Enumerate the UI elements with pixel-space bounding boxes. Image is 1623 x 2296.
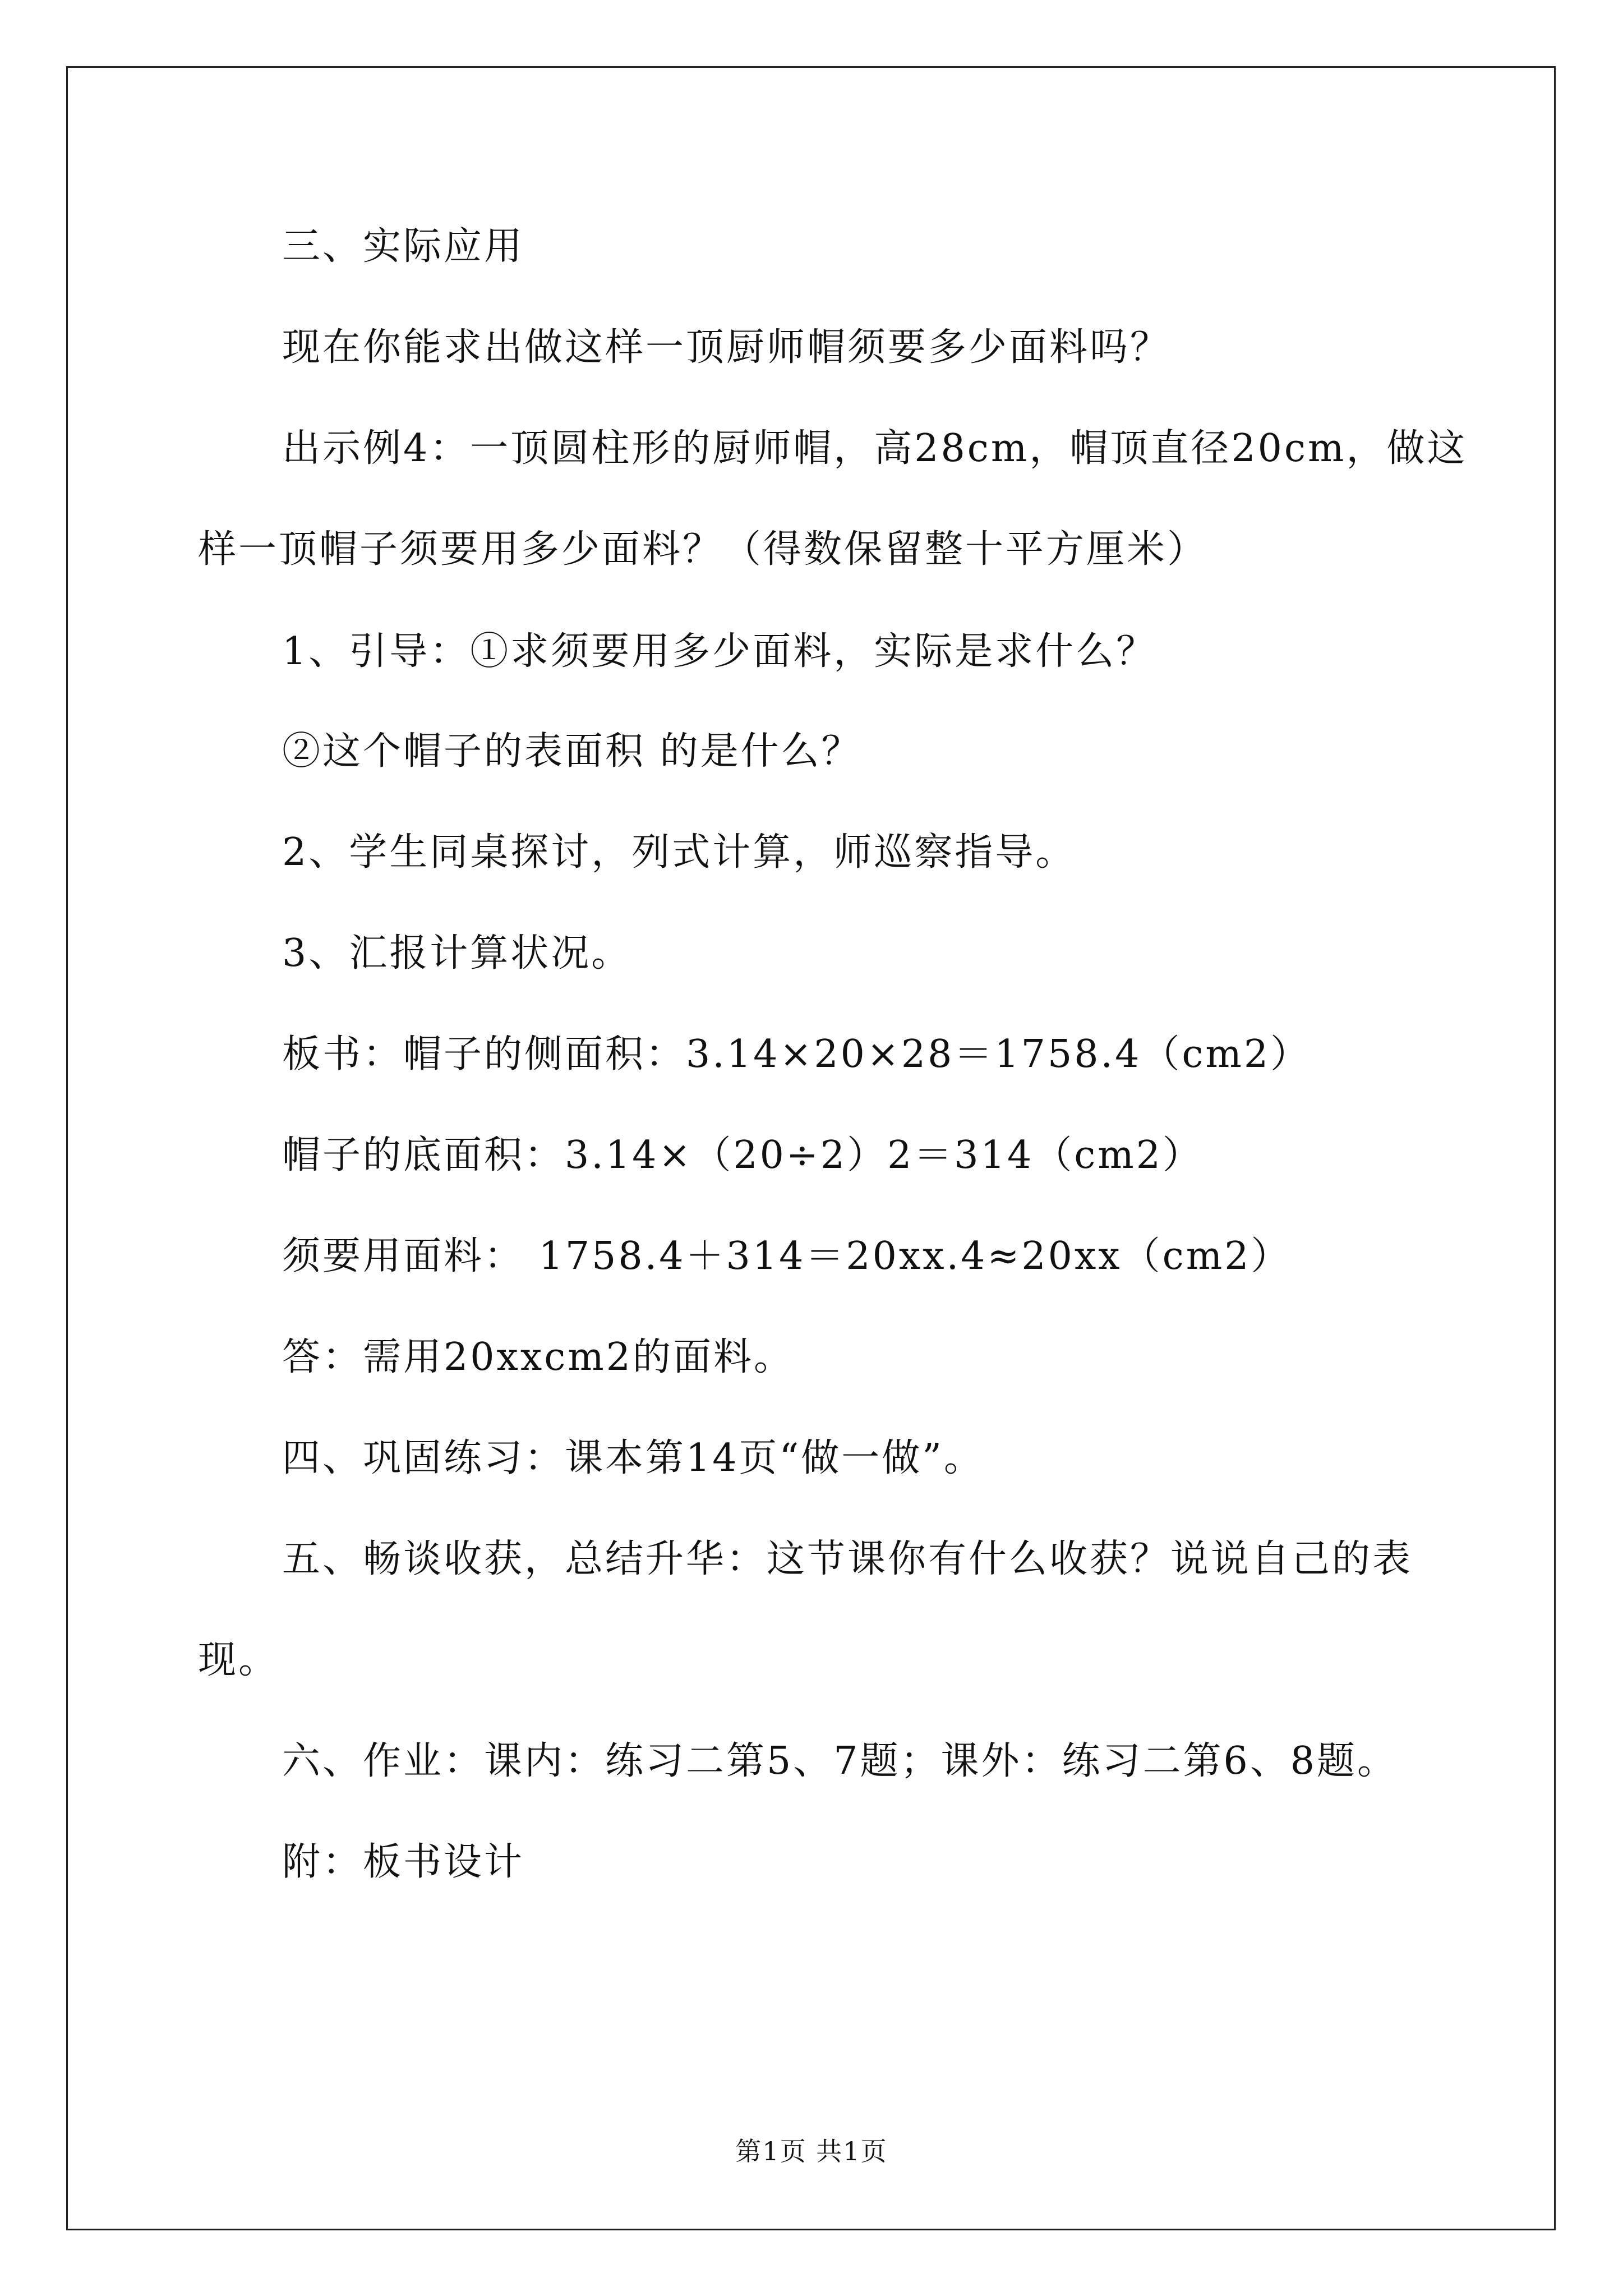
paragraph-base-area: 帽子的底面积：3.14×（20÷2）2＝314（cm2） [282, 1133, 1204, 1177]
paragraph-guide-sub: ②这个帽子的表面积 的是什么？ [282, 729, 862, 774]
paragraph-summary-line2: 现。 [198, 1638, 279, 1682]
paragraph-appendix: 附：板书设计 [282, 1840, 525, 1884]
paragraph-homework: 六、作业：课内：练习二第5、7题；课外：练习二第6、8题。 [282, 1739, 1398, 1783]
paragraph-example-line2: 样一顶帽子须要用多少面料？（得数保留整十平方厘米） [198, 527, 1208, 572]
paragraph-discussion: 2、学生同桌探讨，列式计算，师巡察指导。 [282, 830, 1076, 875]
paragraph-practice: 四、巩固练习：课本第14页“做一做”。 [282, 1436, 985, 1480]
paragraph-summary-line1: 五、畅谈收获，总结升华：这节课你有什么收获？说说自己的表 [282, 1537, 1413, 1581]
paragraph-question: 现在你能求出做这样一顶厨师帽须要多少面料吗？ [282, 325, 1171, 370]
paragraph-answer: 答：需用20xxcm2的面料。 [282, 1335, 795, 1379]
paragraph-example-line1: 出示例4：一顶圆柱形的厨师帽，高28cm，帽顶直径20cm，做这 [282, 426, 1468, 471]
paragraph-guide: 1、引导：①求须要用多少面料，实际是求什么？ [282, 629, 1157, 674]
page-footer: 第1页 共1页 [735, 2136, 888, 2166]
section-heading-application: 三、实际应用 [282, 224, 525, 269]
paragraph-board-side-area: 板书：帽子的侧面积：3.14×20×28＝1758.4（cm2） [282, 1032, 1311, 1076]
paragraph-material-needed: 须要用面料： 1758.4＋314＝20xx.4≈20xx（cm2） [282, 1234, 1292, 1278]
paragraph-report: 3、汇报计算状况。 [282, 931, 632, 976]
